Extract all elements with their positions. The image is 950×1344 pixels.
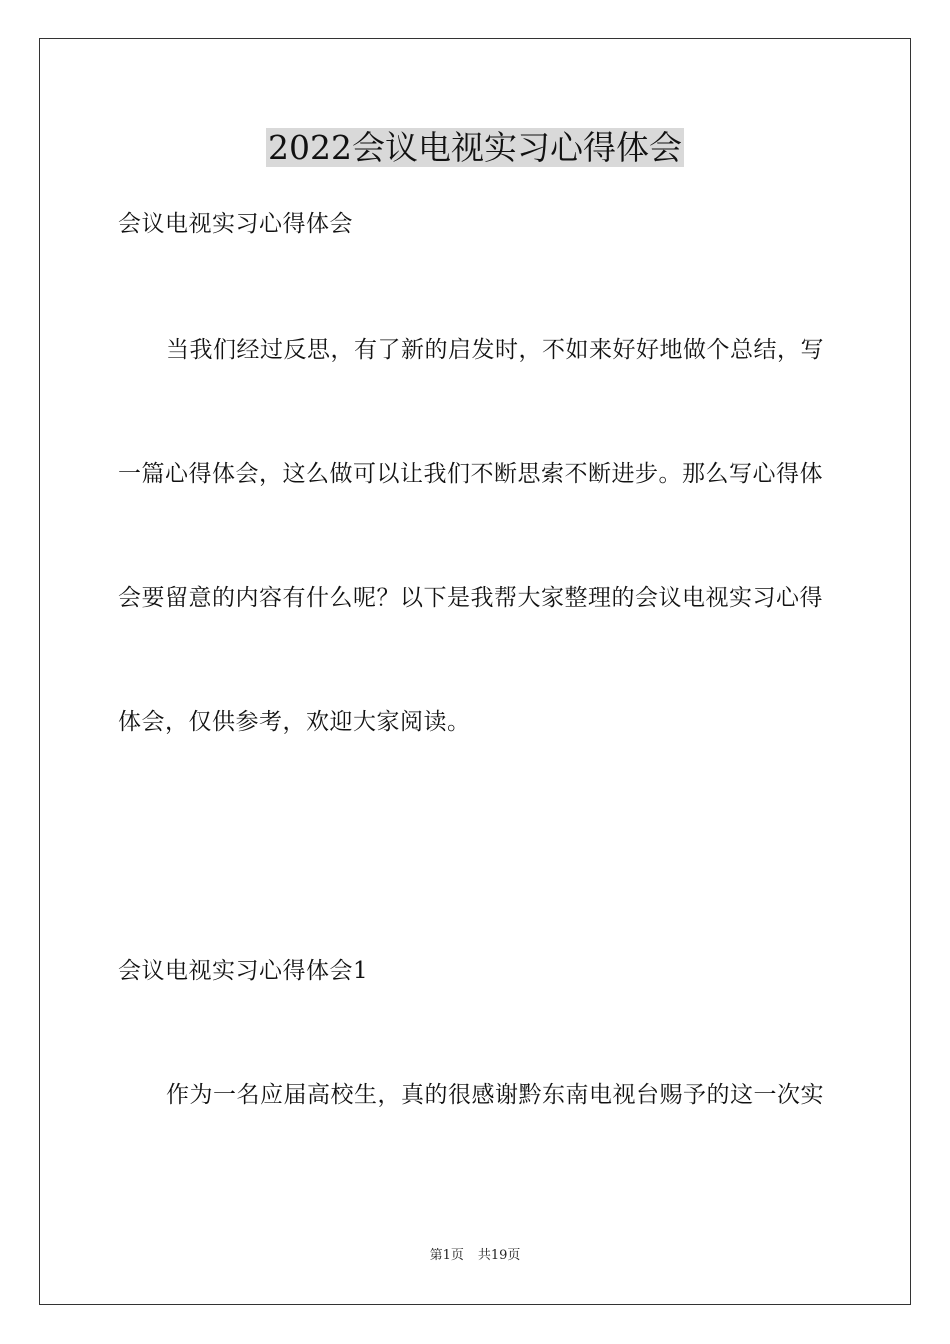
document-title-text: 2022会议电视实习心得体会 — [268, 128, 682, 167]
document-title — [0, 126, 950, 170]
page-footer — [0, 1247, 950, 1265]
paragraph-line: 一篇心得体会，这么做可以让我们不断思索不断进步。那么写心得体 — [118, 461, 823, 487]
paragraph-line: 体会，仅供参考，欢迎大家阅读。 — [118, 709, 471, 735]
page-total: 共19页 — [477, 1248, 521, 1263]
paragraph-line: 当我们经过反思，有了新的启发时，不如来好好地做个总结，写 — [166, 337, 824, 363]
paragraph-line: 作为一名应届高校生，真的很感谢黔东南电视台赐予的这一次实 — [166, 1082, 824, 1108]
section-heading: 会议电视实习心得体会1 — [118, 958, 369, 984]
page-number: 第1页 — [429, 1248, 464, 1263]
document-subtitle: 会议电视实习心得体会 — [118, 211, 353, 237]
paragraph-line: 会要留意的内容有什么呢？以下是我帮大家整理的会议电视实习心得 — [118, 585, 823, 611]
